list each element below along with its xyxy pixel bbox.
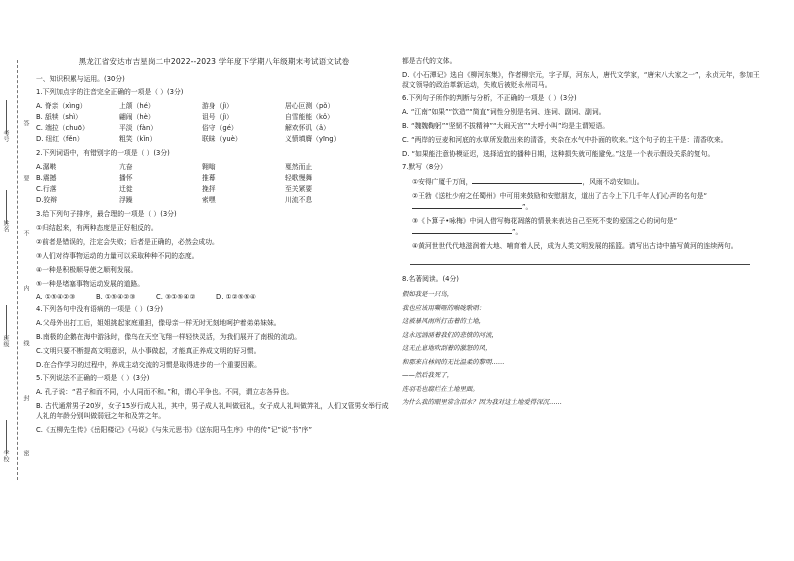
question-5-option: D.《小石潭记》选自《柳河东集》，作者柳宗元，字子厚，河东人，唐代文学家，“唐宋八大家之一”，永贞元年，参加王叔文领导的政治革新运动，失败后被贬永州司马。 xyxy=(402,71,760,89)
question-3-stem: 3.给下列句子排序，最合理的一项是（ ）(3分) xyxy=(36,210,177,218)
question-4-option: A.父母外出打工后，姐姐挑起家庭重担，像母亲一样无时无刻地呵护着弟弟妹妹。 xyxy=(36,319,281,327)
poem-line: 这被暴风雨所打击着的土地， xyxy=(402,317,486,325)
question-5-option: B. 古代通常男子20岁，女子15岁行成人礼，其中，男子成人礼叫做冠礼，女子成人礼叫做笄礼，人们又管男女举行成人礼的年龄分别叫做弱冠之年和及笄之年。 xyxy=(36,402,389,420)
dictation-prompt: ①安得广厦千万间， xyxy=(412,178,473,186)
seal-mark: 线 xyxy=(22,340,29,346)
question-5-stem: 5.下列说法不正确的一项是（ ）(3分) xyxy=(36,374,150,382)
dictation-item xyxy=(412,191,760,212)
option-cell: D. ①②⑤⑤④ xyxy=(216,293,257,301)
option-cell: A. 脊亲（xìng） xyxy=(36,102,87,110)
dictation-item xyxy=(412,241,760,251)
name-label: 姓名 xyxy=(2,220,9,232)
option-cell: 上颌（hé） xyxy=(119,102,155,110)
school-label: 学校 xyxy=(2,450,9,462)
class-label: 班级 xyxy=(2,335,9,347)
option-cell: 川流不息 xyxy=(285,196,313,204)
option-cell: 至关紧要 xyxy=(285,185,313,193)
section-heading: 一、知识积累与运用。(30分) xyxy=(36,75,125,83)
poem-line: 连羽毛也腐烂在土地里面。 xyxy=(402,384,479,393)
answer-blank[interactable] xyxy=(472,176,582,184)
poem-excerpt xyxy=(402,288,760,410)
question-6-stem: 6.下列句子所作的判断与分析，不正确的一项是（ ）(3分) xyxy=(402,94,577,102)
option-cell: 联昧（yuè） xyxy=(202,135,242,143)
option-cell: 诅号（jì） xyxy=(202,113,233,121)
dictation-item xyxy=(412,176,760,187)
question-3-line: ①归结起来，有两种态度是正好相反的。 xyxy=(36,224,158,232)
question-6-option: C. “两岸的豆麦和河底的水草所发散出来的清香，夹杂在水气中扑面的吹来。”这个句子的主干是：清香吹来。 xyxy=(402,136,728,144)
question-4-option: C.文明只要不断提高文明意识，从小事做起，才能真正养成文明的好习惯。 xyxy=(36,347,261,355)
question-3-options xyxy=(36,293,392,301)
question-4-option: B.南极的企鹅在海中游泳时，像鸟在天空飞翔一样轻快灵活，为我们展开了南极的流动。 xyxy=(36,333,302,341)
option-cell: 轻歌慢舞 xyxy=(285,174,313,182)
question-8-stem: 8.名著阅读。(4分) xyxy=(402,275,459,283)
question-3-line: ③人们对待事物运动的力量可以采取种种不同的态度。 xyxy=(36,252,199,260)
seal-mark: 内 xyxy=(22,285,29,291)
question-1-stem: 1.下列加点字的注音完全正确的一项是（ ）(3分) xyxy=(36,88,184,96)
option-cell: 挽抨 xyxy=(202,185,216,193)
option-cell: B.震撼 xyxy=(36,174,57,182)
option-cell: A. ①⑤④②③ xyxy=(36,293,76,301)
option-cell: C. ③①⑤④② xyxy=(156,293,196,301)
dictation-prompt: ”。 xyxy=(512,228,523,236)
option-cell: 解欢怀讥（ǎ） xyxy=(285,124,330,132)
option-cell: 亢奋 xyxy=(119,163,133,171)
answer-line[interactable] xyxy=(410,263,750,265)
option-cell: 平淡（fàn） xyxy=(119,124,158,132)
answer-blank[interactable] xyxy=(412,201,522,209)
option-cell: 戛然而止 xyxy=(285,163,313,171)
poem-line: 这永远汹涌着我们的悲愤的河流， xyxy=(402,330,498,339)
option-cell: 翱嗡 xyxy=(202,163,216,171)
question-6-option: B. “魏魏鞠躬”“坚韧不拔精神”“大闹天宫”“大呼小叫”均是主谓短语。 xyxy=(402,122,610,130)
continued-line: 都是古代的文体。 xyxy=(402,57,457,65)
option-cell: 迁徙 xyxy=(119,185,133,193)
dictation-prompt: ③《卜算子•咏梅》中词人借写梅花凋落的情景来表达自己至死不变的爱国之心的词句是“ xyxy=(412,217,678,225)
dictation-prompt: ②王勃《送杜少府之任蜀州》中可用来鼓励和安慰朋友，道出了古今上下几千年人们心声的名句是“ xyxy=(412,192,708,200)
class-blank xyxy=(6,305,7,339)
exam-number-blank xyxy=(6,100,7,134)
poem-line: 这无止息地吹刮着的激怒的风， xyxy=(402,344,492,352)
question-4-option: D.在合作学习的过程中，养成主动交流的习惯是取得进步的一个重要因素。 xyxy=(36,361,261,369)
question-3-line: ④一种是积极顺导使之顺利发展。 xyxy=(36,266,138,274)
option-cell: D. 纽红（fěn） xyxy=(36,135,84,143)
question-2-stem: 2.下列词语中，有错别字的一项是（ ）(3分) xyxy=(36,149,170,157)
exam-number-label: 考号 xyxy=(2,130,9,142)
option-cell: 推幕 xyxy=(202,174,216,182)
seal-mark: 不 xyxy=(22,230,29,236)
seal-mark: 密 xyxy=(22,450,29,456)
option-cell: 俗守（gé） xyxy=(202,124,238,132)
option-cell: 义愤填膺（yīng） xyxy=(285,135,341,143)
left-column xyxy=(36,56,392,439)
seal-mark: 封 xyxy=(22,395,29,401)
dictation-prompt: ”。 xyxy=(522,203,533,211)
dictation-item xyxy=(412,216,760,237)
question-2-options xyxy=(36,162,392,206)
dictation-prompt: ，风雨不动安如山。 xyxy=(582,178,644,186)
exam-title: 黑龙江省安达市吉星岗二中2022--2023 学年度下学期八年级期末考试语文试卷 xyxy=(78,57,350,66)
option-cell: 翩闹（hè） xyxy=(119,113,155,121)
poem-line: 和那来自林间的无比温柔的黎明…… xyxy=(402,357,505,366)
option-cell: B. ①⑤④②③ xyxy=(96,293,136,301)
option-cell: 居心叵测（pǒ） xyxy=(285,102,335,110)
option-cell: C. 端拉（chuō） xyxy=(36,124,89,132)
option-cell: A.潺啭 xyxy=(36,163,57,171)
school-blank xyxy=(6,420,7,454)
answer-blank[interactable] xyxy=(412,226,512,234)
question-5-option: A. 孔子说：“君子和而不同，小人同而不和。”和，谓心平争也。不同，谓立志各异也。 xyxy=(36,388,294,396)
question-5-option: C.《五柳先生传》《岳阳楼记》《马说》《与朱元思书》《送东阳马生序》中的传”记”说”书”序” xyxy=(36,426,312,434)
poem-line: 我也应该用嘶哑的喉咙歌唱： xyxy=(402,303,486,312)
option-cell: 粗笑（kǐn） xyxy=(119,135,157,143)
name-blank xyxy=(6,190,7,224)
option-cell: 自雪能能（kǒ） xyxy=(285,113,334,121)
question-7-stem: 7.默写（8分） xyxy=(402,163,447,171)
option-cell: B. 舐犊（shì） xyxy=(36,113,82,121)
question-6-option: A. “江南”如果”“饮造”“简直”词性分别是名词、连词、副词、副词。 xyxy=(402,108,606,116)
question-3-line: ⑤一种是堵塞事物运动发展的道路。 xyxy=(36,280,145,288)
option-cell: C.行落 xyxy=(36,185,57,193)
option-cell: 索嘿 xyxy=(202,196,216,204)
seal-mark: 答 xyxy=(22,120,29,126)
question-3-line: ②前者是错误的，注定会失败；后者是正确的，必然会成功。 xyxy=(36,238,219,246)
question-1-options xyxy=(36,101,392,145)
poem-line: 假如我是一只鸟， xyxy=(402,290,454,298)
seal-mark: 要 xyxy=(22,175,29,181)
question-4-stem: 4.下列各句中没有语病的一项是（ ）(3分) xyxy=(36,305,164,313)
dictation-prompt: ④黄河世世代代地滋润着大地、哺育着人民，成为人类文明发展的摇篮。请写出古诗中描写黄河的连续两句。 xyxy=(412,242,738,250)
binding-margin xyxy=(0,60,32,500)
option-cell: 游身（jì） xyxy=(202,102,233,110)
option-cell: 播怀 xyxy=(119,174,133,182)
right-column xyxy=(402,56,760,410)
poem-line: ——然后我死了， xyxy=(402,371,454,379)
seal-dashed-line xyxy=(17,60,18,480)
poem-line: 为什么我的眼里常含泪水？因为我对这土地爱得深沉…… xyxy=(402,398,562,406)
option-cell: 浮躁 xyxy=(119,196,133,204)
option-cell: D.狡辩 xyxy=(36,196,57,204)
question-6-option: D. “如果能注意协模证迟，选择适宜的播种日期，这种损失就可能避免。”这是一个表示假设关系的复句。 xyxy=(402,150,715,158)
